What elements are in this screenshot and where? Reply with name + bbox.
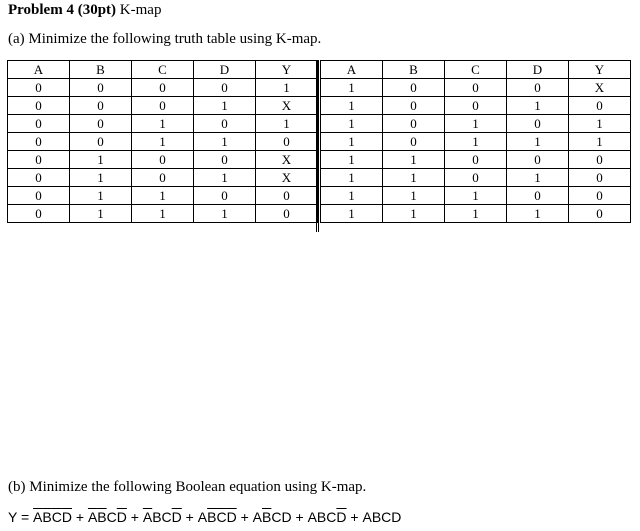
table-cell-c: 0	[445, 97, 507, 115]
table-cell-a: 1	[321, 133, 383, 151]
left-header-a: A	[8, 61, 70, 79]
equation-term	[308, 509, 347, 525]
table-cell-b: 0	[383, 97, 445, 115]
table-row	[321, 115, 631, 133]
right-header-c: C	[445, 61, 507, 79]
table-cell-y: 1	[256, 115, 318, 133]
right-header-d: D	[507, 61, 569, 79]
table-cell-c: 1	[132, 115, 194, 133]
equation-term	[143, 509, 182, 525]
equation-plus: +	[291, 509, 308, 525]
complemented-variable: $\overline{D}$	[226, 509, 237, 525]
table-cell-a: 1	[321, 151, 383, 169]
table-cell-d: 1	[507, 133, 569, 151]
table-row	[321, 97, 631, 115]
variable: A	[362, 509, 372, 525]
table-cell-y: X	[569, 79, 631, 97]
table-cell-a: 1	[321, 187, 383, 205]
variable: C	[381, 509, 392, 525]
complemented-variable: $\overline{B}$	[207, 509, 217, 525]
variable: C	[161, 509, 172, 525]
complemented-variable: $\overline{C}$	[216, 509, 227, 525]
table-cell-b: 0	[70, 79, 132, 97]
table-cell-y: X	[256, 97, 318, 115]
table-row	[321, 151, 631, 169]
table-cell-d: 0	[507, 151, 569, 169]
complemented-variable: $\overline{D}$	[116, 509, 127, 525]
complemented-variable: $\overline{D}$	[171, 509, 182, 525]
table-row	[321, 187, 631, 205]
variable: D	[281, 509, 292, 525]
table-cell-c: 1	[132, 187, 194, 205]
table-cell-b: 0	[70, 115, 132, 133]
variable: A	[252, 509, 263, 525]
table-cell-b: 1	[383, 151, 445, 169]
table-cell-a: 1	[321, 169, 383, 187]
table-cell-a: 1	[321, 79, 383, 97]
complemented-variable: $\overline{C}$	[51, 509, 62, 525]
table-cell-c: 0	[132, 169, 194, 187]
table-cell-c: 0	[132, 79, 194, 97]
table-cell-a: 0	[8, 151, 70, 169]
boolean-equation	[8, 509, 401, 525]
table-row	[321, 133, 631, 151]
table-separator	[316, 60, 319, 232]
table-cell-c: 1	[132, 205, 194, 223]
left-header-row	[8, 61, 318, 79]
table-cell-d: 1	[194, 205, 256, 223]
complemented-variable: $\overline{A}$	[33, 509, 43, 525]
table-cell-c: 0	[445, 79, 507, 97]
table-cell-d: 0	[194, 115, 256, 133]
table-cell-b: 1	[383, 169, 445, 187]
variable: D	[391, 509, 402, 525]
table-row	[8, 115, 318, 133]
left-header-y: Y	[256, 61, 318, 79]
table-cell-y: 0	[569, 205, 631, 223]
variable: C	[106, 509, 117, 525]
table-cell-c: 1	[445, 133, 507, 151]
table-cell-d: 0	[507, 79, 569, 97]
complemented-variable: $\overline{B}$	[262, 509, 272, 525]
part-b-instruction: (b) Minimize the following Boolean equation using K-map.	[8, 479, 367, 495]
complemented-variable: $\overline{D}$	[336, 509, 347, 525]
equation-term	[362, 509, 401, 525]
table-row	[8, 133, 318, 151]
left-header-d: D	[194, 61, 256, 79]
table-row	[321, 205, 631, 223]
variable: A	[307, 509, 317, 525]
right-header-b: B	[383, 61, 445, 79]
table-cell-y: 0	[569, 97, 631, 115]
table-cell-b: 0	[383, 79, 445, 97]
table-cell-b: 1	[383, 205, 445, 223]
table-row	[8, 151, 318, 169]
variable: A	[197, 509, 208, 525]
table-cell-b: 0	[383, 115, 445, 133]
table-row	[8, 79, 318, 97]
equation-plus: +	[346, 509, 363, 525]
problem-title	[8, 2, 161, 19]
table-cell-d: 1	[507, 97, 569, 115]
table-cell-a: 0	[8, 205, 70, 223]
table-cell-b: 1	[70, 169, 132, 187]
complemented-variable: $\overline{B}$	[42, 509, 52, 525]
equation-plus: +	[236, 509, 253, 525]
table-cell-c: 0	[445, 169, 507, 187]
table-cell-b: 1	[70, 151, 132, 169]
equation-term	[253, 509, 292, 525]
problem-title-rest: K-map	[116, 2, 162, 18]
table-cell-d: 1	[194, 169, 256, 187]
equation-terms	[33, 509, 401, 525]
right-header-y: Y	[569, 61, 631, 79]
right-header-a: A	[321, 61, 383, 79]
equation-term	[88, 509, 127, 525]
table-row	[8, 187, 318, 205]
table-cell-c: 1	[445, 115, 507, 133]
table-cell-y: 0	[256, 187, 318, 205]
complemented-variable: $\overline{A}$	[87, 509, 98, 525]
equation-term	[33, 509, 72, 525]
table-row	[8, 205, 318, 223]
variable: B	[316, 509, 327, 525]
table-cell-d: 1	[194, 97, 256, 115]
table-cell-a: 1	[321, 205, 383, 223]
table-cell-y: X	[256, 169, 318, 187]
table-cell-c: 0	[132, 151, 194, 169]
right-header-row	[321, 61, 631, 79]
table-cell-a: 1	[321, 115, 383, 133]
table-cell-y: 0	[256, 133, 318, 151]
table-cell-d: 1	[507, 205, 569, 223]
table-cell-y: 0	[569, 169, 631, 187]
table-cell-b: 0	[70, 97, 132, 115]
table-cell-a: 0	[8, 169, 70, 187]
table-cell-y: 0	[569, 151, 631, 169]
table-row	[8, 169, 318, 187]
part-a-instruction: (a) Minimize the following truth table using K-map.	[8, 31, 322, 47]
table-cell-c: 0	[445, 151, 507, 169]
table-row	[321, 79, 631, 97]
table-cell-a: 1	[321, 97, 383, 115]
table-cell-d: 0	[507, 187, 569, 205]
table-cell-a: 0	[8, 79, 70, 97]
table-cell-c: 1	[445, 205, 507, 223]
table-cell-b: 0	[70, 133, 132, 151]
table-cell-c: 0	[132, 97, 194, 115]
table-cell-d: 0	[194, 79, 256, 97]
table-row	[321, 169, 631, 187]
variable: B	[152, 509, 162, 525]
table-cell-c: 1	[132, 133, 194, 151]
variable: C	[326, 509, 337, 525]
table-cell-a: 0	[8, 133, 70, 151]
table-row	[8, 97, 318, 115]
table-cell-b: 1	[70, 187, 132, 205]
complemented-variable: $\overline{D}$	[61, 509, 72, 525]
table-cell-b: 1	[383, 187, 445, 205]
problem-title-bold: Problem 4 (30pt)	[8, 2, 117, 18]
equation-plus: +	[126, 509, 143, 525]
table-cell-y: 0	[569, 187, 631, 205]
complemented-variable: $\overline{A}$	[142, 509, 153, 525]
table-cell-d: 1	[507, 169, 569, 187]
truth-table-left	[7, 60, 318, 223]
variable: B	[371, 509, 382, 525]
truth-table-right	[320, 60, 631, 223]
table-cell-y: 1	[569, 115, 631, 133]
variable: C	[271, 509, 282, 525]
table-cell-a: 0	[8, 115, 70, 133]
equation-term	[198, 509, 237, 525]
table-cell-d: 0	[194, 187, 256, 205]
table-cell-a: 0	[8, 187, 70, 205]
equation-plus: +	[181, 509, 198, 525]
table-cell-c: 1	[445, 187, 507, 205]
table-cell-b: 0	[383, 133, 445, 151]
complemented-variable: $\overline{B}$	[97, 509, 107, 525]
table-cell-a: 0	[8, 97, 70, 115]
table-cell-b: 1	[70, 205, 132, 223]
left-header-b: B	[70, 61, 132, 79]
table-cell-y: 0	[256, 205, 318, 223]
table-cell-d: 0	[194, 151, 256, 169]
table-cell-y: X	[256, 151, 318, 169]
table-cell-d: 0	[507, 115, 569, 133]
left-header-c: C	[132, 61, 194, 79]
equation-lhs: Y =	[8, 509, 34, 525]
table-cell-y: 1	[569, 133, 631, 151]
equation-plus: +	[71, 509, 88, 525]
table-cell-y: 1	[256, 79, 318, 97]
table-cell-d: 1	[194, 133, 256, 151]
